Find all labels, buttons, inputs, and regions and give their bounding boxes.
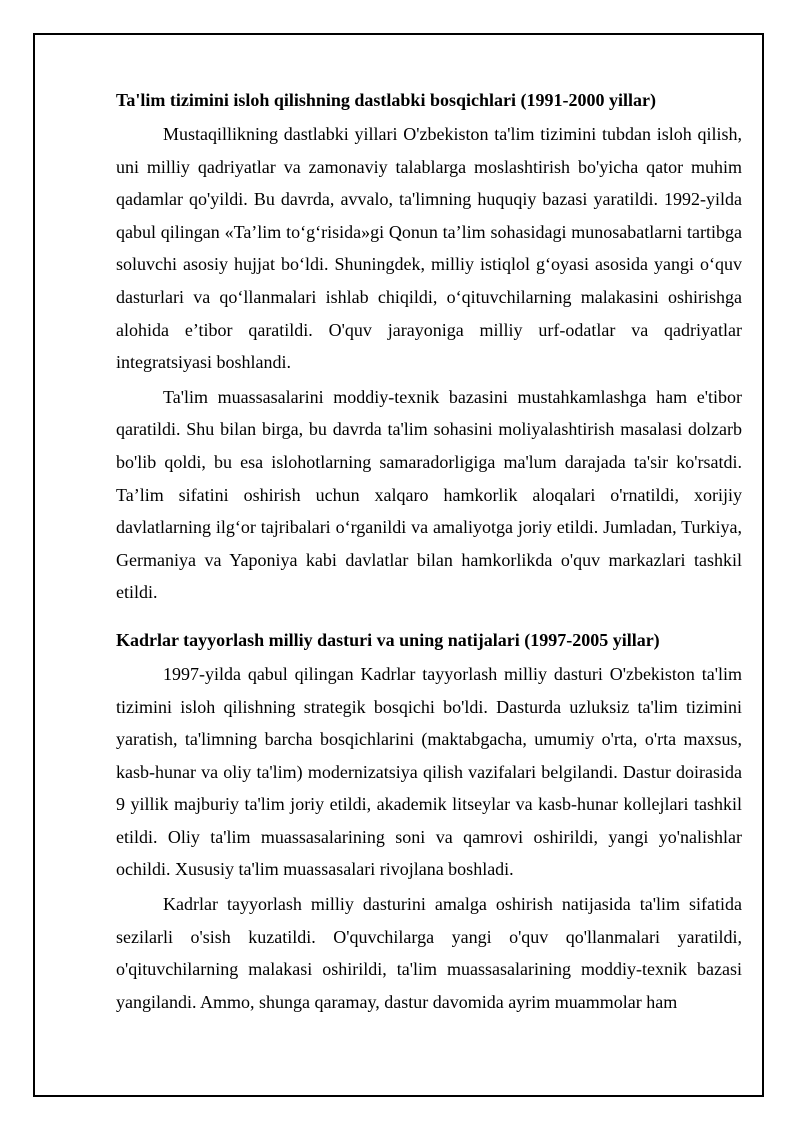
paragraph: Mustaqillikning dastlabki yillari O'zbekiston ta'lim tizimini tubdan isloh qilish, uni milliy qadriyatlar va zamonaviy talablarga moslashtirish bo'yicha qator muhim qadamlar qo'yildi. Bu davrda, avvalo, ta'limning huquqiy bazasi yaratildi. 1992-yilda qabul qilingan «Ta’lim to‘g‘risida»gi Qonun ta’lim sohasidagi munosabatlarni tartibga soluvchi asosiy hujjat bo‘ldi. Shuningdek, milliy istiqlol g‘oyasi asosida yangi o‘quv dasturlari va qo‘llanmalari ishlab chiqildi, o‘qituvchilarning malakasini oshirishga alohida e’tibor qaratildi. O'quv jarayoniga milliy urf-odatlar va qadriyatlar integratsiyasi boshlandi. xyxy=(116,124,742,373)
section-spacer xyxy=(116,611,742,624)
paragraph: Kadrlar tayyorlash milliy dasturini amalga oshirish natijasida ta'lim sifatida sezilarli o'sish kuzatildi. O'quvchilarga yangi o'quv qo'llanmalari yaratildi, o'qituvchilarning malakasi oshirildi, ta'lim muassasalarining moddiy-texnik bazasi yangilandi. Ammo, shunga qaramay, dastur davomida ayrim muammolar ham xyxy=(116,894,742,1012)
paragraph: 1997-yilda qabul qilingan Kadrlar tayyorlash milliy dasturi O'zbekiston ta'lim tizimini isloh qilishning strategik bosqichi bo'ldi. Dasturda uzluksiz ta'lim tizimini yaratish, ta'limning barcha bosqichlarini (maktabgacha, umumiy o'rta, o'rta maxsus, kasb-hunar va oliy ta'lim) modernizatsiya qilish vazifalari belgilandi. Dastur doirasida 9 yillik majburiy ta'lim joriy etildi, akademik litseylar va kasb-hunar kollejlari tashkil etildi. Oliy ta'lim muassasalarining soni va qamrovi oshirildi, yangi yo'nalishlar ochildi. Xususiy ta'lim muassasalari rivojlana boshladi. xyxy=(116,663,742,880)
section-heading: Ta'lim tizimini isloh qilishning dastlabki bosqichlari (1991-2000 yillar) xyxy=(116,90,656,110)
section-reform-early-stages xyxy=(116,84,742,609)
paragraph: Ta'lim muassasalarini moddiy-texnik bazasini mustahkamlashga ham e'tibor qaratildi. Shu bilan birga, bu davrda ta'lim sohasini moliyalashtirish masalasi dolzarb bo'lib qoldi, bu esa islohotlarning samaradorligiga ma'lum darajada ta'sir ko'rsatdi. Ta’lim sifatini oshirish uchun xalqaro hamkorlik aloqalari o'rnatildi, xorijiy davlatlarning ilg‘or tajribalari o‘rganildi va amaliyotga joriy etildi. Jumladan, Turkiya, Germaniya va Yaponiya kabi davlatlar bilan hamkorlikda o'quv markazlari tashkil etildi. xyxy=(116,386,742,603)
section-national-program xyxy=(116,624,742,1019)
section-heading: Kadrlar tayyorlash milliy dasturi va uning natijalari (1997-2005 yillar) xyxy=(116,629,660,650)
document-body xyxy=(116,84,742,1020)
